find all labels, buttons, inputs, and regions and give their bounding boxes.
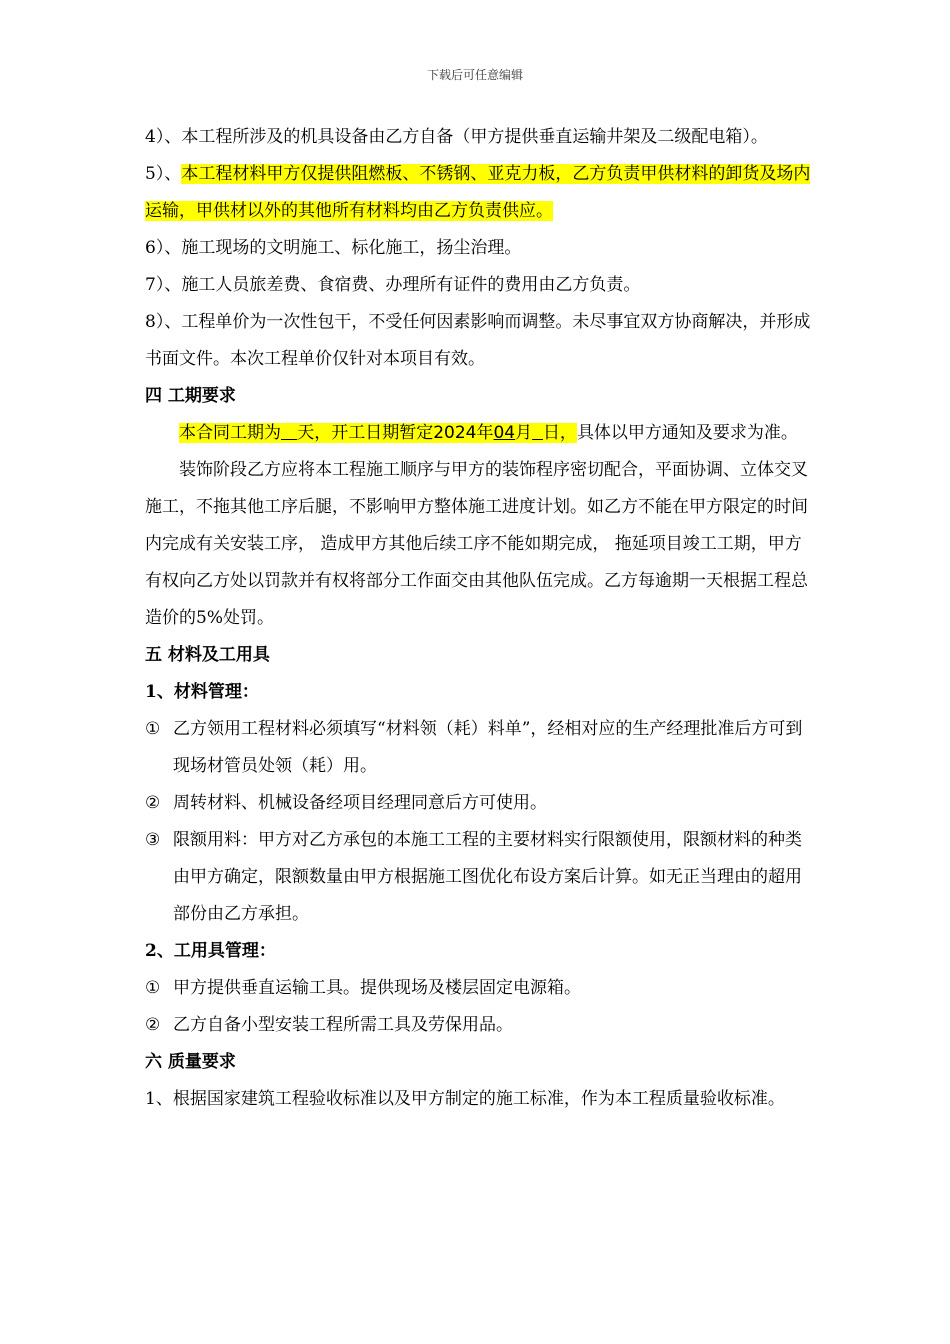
start-year: 2024 [433, 423, 477, 443]
tool-item: ① 甲方提供垂直运输工具。提供现场及楼层固定电源箱。 [145, 978, 581, 998]
tool-management-heading: 2、工用具管理： [145, 941, 276, 961]
clause-4: 4）、本工程所涉及的机具设备由乙方自备（甲方提供垂直运输井架及二级配电箱）。 [145, 127, 768, 147]
material-item: ② 周转材料、机械设备经项目经理同意后方可使用。 [145, 793, 547, 813]
delay-penalty-paragraph: 装饰阶段乙方应将本工程施工顺序与甲方的装饰程序密切配合，平面协调、立体交叉施工，不拖其他工序后腿，不影响甲方整体施工进度计划。如乙方不能在甲方限定的时间内完成有关安装工序， 造成甲方其他后续工序不能如期完成， 拖延项目竣工工期，甲方有权向乙方处以罚款并有权将部分工作面交由其他队伍完成。乙方每逾期一天根据工程总造价的5%处罚。 [145, 460, 808, 628]
section-4-heading: 四 工期要求 [145, 386, 236, 406]
schedule-paragraph: 本合同工期为 天，开工日期暂定2024年04月 日，具体以甲方通知及要求为准。 [179, 423, 798, 443]
days-blank [281, 423, 297, 443]
clause-5-number: 5）、 [145, 164, 182, 184]
day-blank [532, 423, 543, 443]
document-body [145, 119, 817, 1118]
schedule-highlight: 本合同工期为 天，开工日期暂定2024年04月 日， [179, 423, 577, 443]
clause-5-highlighted-text: 本工程材料甲方仅提供阻燃板、不锈钢、亚克力板，乙方负责甲供材料的卸货及场内运输，甲供材以外的其他所有材料均由乙方负责供应。 [145, 164, 811, 221]
tool-item: ② 乙方自备小型安装工程所需工具及劳保用品。 [145, 1015, 513, 1035]
section-5-heading: 五 材料及工用具 [145, 645, 270, 665]
page-header: 下载后可任意编辑 [426, 68, 523, 82]
material-item: ① 乙方领用工程材料必须填写“材料领（耗）料单”，经相对应的生产经理批准后方可到现场材管员处领（耗）用。 [145, 719, 803, 776]
clause-7: 7）、施工人员旅差费、食宿费、办理所有证件的费用由乙方负责。 [145, 275, 641, 295]
clause-6: 6）、施工现场的文明施工、标化施工，扬尘治理。 [145, 238, 522, 258]
quality-paragraph: 1、根据国家建筑工程验收标准以及甲方制定的施工标准，作为本工程质量验收标准。 [145, 1089, 785, 1109]
material-item: ③ 限额用料：甲方对乙方承包的本施工工程的主要材料实行限额使用，限额材料的种类由甲方确定，限额数量由甲方根据施工图优化布设方案后计算。如无正当理由的超用部份由乙方承担。 [145, 830, 802, 924]
clause-8: 8）、工程单价为一次性包干，不受任何因素影响而调整。未尽事宜双方协商解决，并形成书面文件。本次工程单价仅针对本项目有效。 [145, 312, 811, 369]
material-management-heading: 1、材料管理： [145, 682, 259, 702]
clause-5 [145, 156, 817, 230]
section-6-heading: 六 质量要求 [145, 1052, 236, 1072]
start-month: 04 [493, 423, 516, 443]
